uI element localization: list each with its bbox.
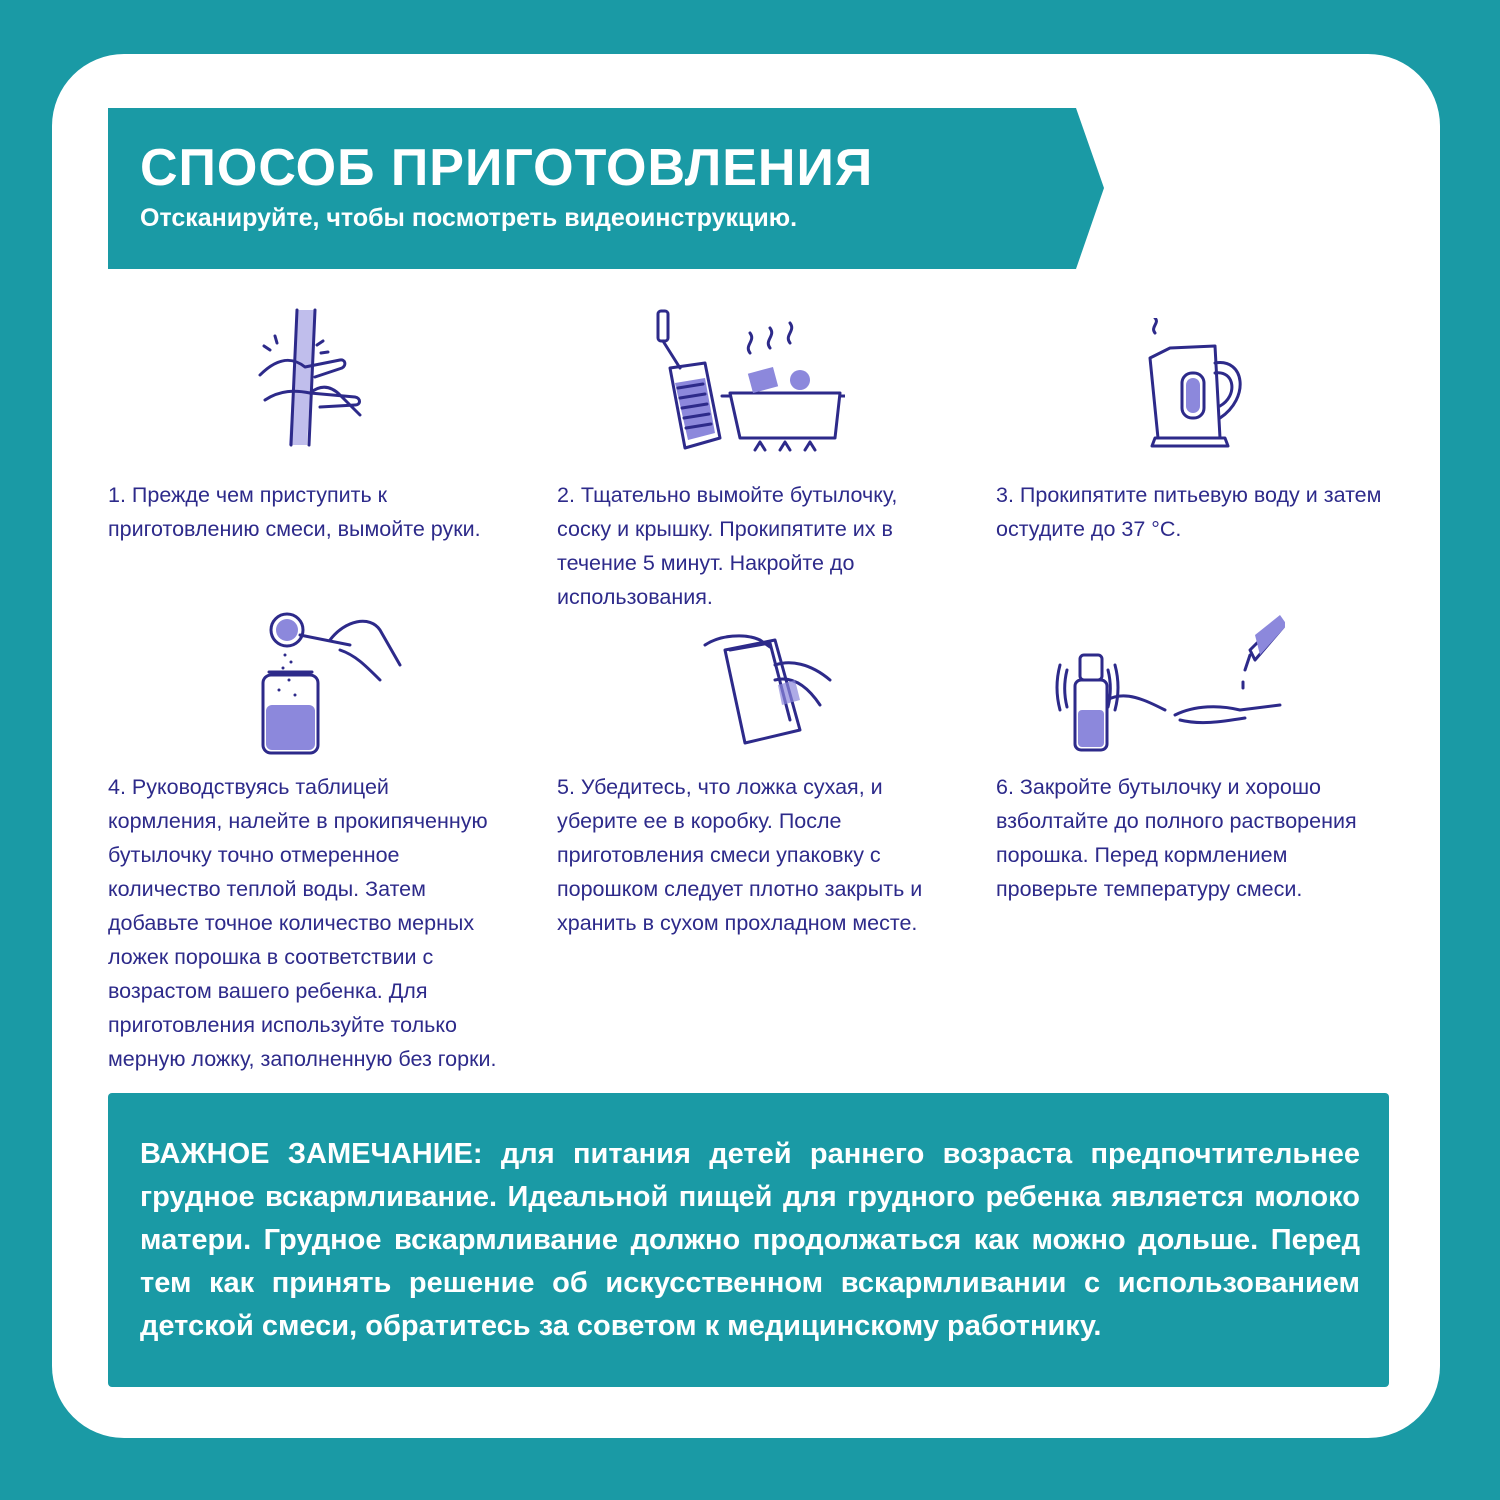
measuring-spoon-pouring-icon (255, 610, 405, 755)
closing-package-icon (700, 625, 835, 745)
step-1-text: 1. Прежде чем приступить к приготовлению смеси, вымойте руки. (108, 483, 481, 541)
washing-hands-icon (245, 305, 375, 450)
important-note-box (108, 1093, 1389, 1387)
header-banner (108, 108, 1104, 269)
step-3-text: 3. Прокипятите питьевую воду и затем остудите до 37 °С. (996, 483, 1382, 541)
kettle-icon (1140, 318, 1260, 448)
step-4-text: 4. Руководствуясь таблицей кормления, налейте в прокипяченную бутылочку точно отмеренное количество теплой воды. Затем добавьте точное количество мерных ложек порошка в соответствии с возрастом вашего ребенка. Для приготовления используйте только мерную ложку, заполненную без горки. (108, 775, 497, 1071)
page-subtitle: Отсканируйте, чтобы посмотреть видеоинструкцию. (140, 204, 798, 232)
bottle-brush-and-boiling-pot-icon (650, 308, 845, 458)
shake-and-test-bottle-icon (1055, 610, 1285, 760)
step-2-text: 2. Тщательно вымойте бутылочку, соску и крышку. Прокипятите их в течение 5 минут. Накройте до использования. (557, 483, 898, 609)
step-5-text: 5. Убедитесь, что ложка сухая, и уберите ее в коробку. После приготовления смеси упаковку с порошком следует плотно закрыть и хранить в сухом прохладном месте. (557, 775, 923, 935)
important-note-text: ВАЖНОЕ ЗАМЕЧАНИЕ: для питания детей раннего возраста предпочтительнее грудное вскармливание. Идеальной пищей для грудного ребенка является молоко матери. Грудное вскармливание должно продолжаться как можно дольше. Перед тем как принять решение об искусственном вскармливании с использованием детской смеси, обратитесь за советом к медицинскому работнику. (140, 1138, 1360, 1342)
page-title: СПОСОБ ПРИГОТОВЛЕНИЯ (140, 139, 874, 197)
step-6-text: 6. Закройте бутылочку и хорошо взболтайте до полного растворения порошка. Перед кормлением проверьте температуру смеси. (996, 775, 1357, 901)
